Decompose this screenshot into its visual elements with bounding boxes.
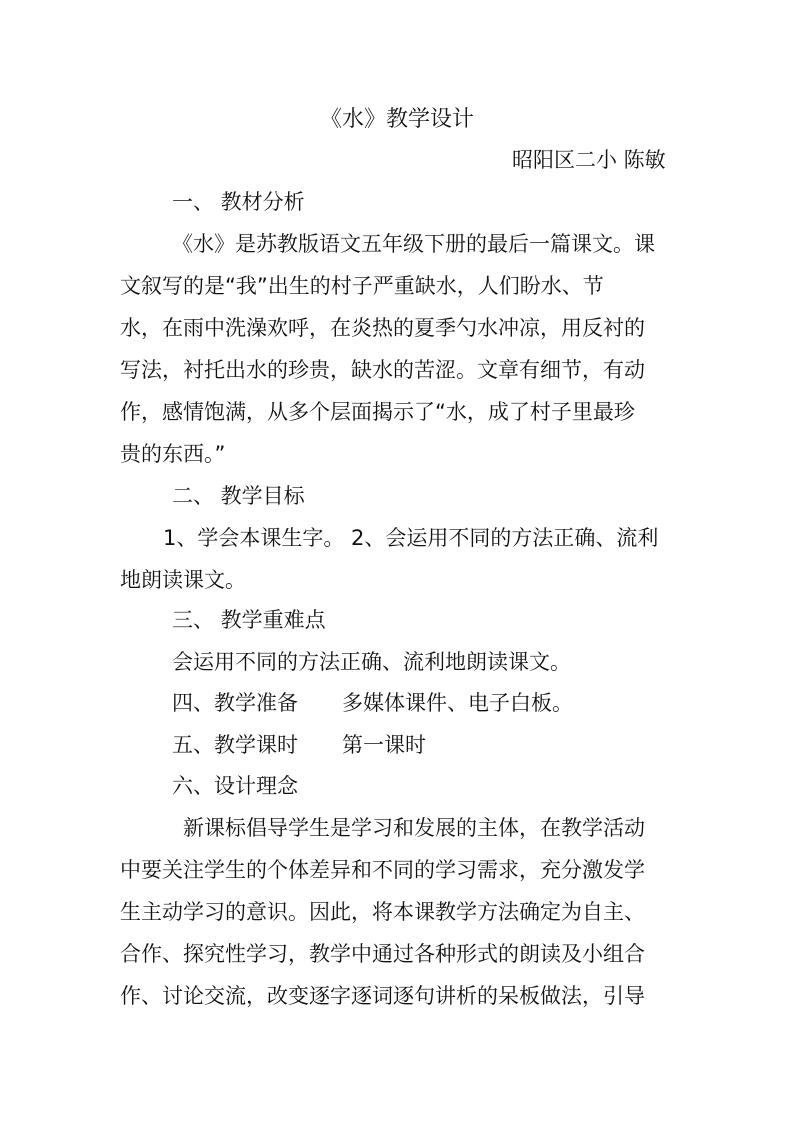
paragraph-line: 水，在雨中洗澡欢呼，在炎热的夏季勺水冲凉，用反衬的 (120, 316, 645, 340)
paragraph-line: 1、学会本课生字。 2、会运用不同的方法正确、流利 (163, 526, 659, 550)
section-heading-3: 三、 教学重难点 (172, 608, 326, 632)
section-label: 四、教学准备 (172, 691, 298, 715)
paragraph-line: 中要关注学生的个体差异和不同的学习需求，充分激发学 (120, 858, 645, 882)
paragraph-line: 写法，衬托出水的珍贵，缺水的苦涩。文章有细节，有动 (120, 358, 645, 382)
section-value: 第一课时 (342, 733, 426, 757)
document-author: 昭阳区二小 陈敏 (512, 148, 666, 172)
section-heading-2: 二、 教学目标 (172, 484, 305, 508)
paragraph-line: 《水》是苏教版语文五年级下册的最后一篇课文。课 (172, 232, 655, 256)
section-heading-4 (172, 688, 732, 718)
paragraph-line: 生主动学习的意识。因此，将本课教学方法确定为自主、 (120, 900, 645, 924)
document-title: 《水》教学设计 (319, 107, 474, 132)
section-heading-1: 一、 教材分析 (172, 190, 305, 214)
paragraph-line: 合作、探究性学习，教学中通过各种形式的朗读及小组合 (120, 942, 645, 966)
section-label: 五、教学课时 (172, 733, 298, 757)
paragraph-line: 文叙写的是“我”出生的村子严重缺水，人们盼水、节 (120, 274, 604, 298)
paragraph-line: 会运用不同的方法正确、流利地朗读课文。 (172, 650, 571, 674)
section-heading-6: 六、设计理念 (172, 774, 298, 798)
paragraph-line: 地朗读课文。 (120, 568, 246, 592)
section-heading-5 (172, 730, 732, 760)
paragraph-line: 新课标倡导学生是学习和发展的主体，在教学活动 (183, 816, 645, 840)
paragraph-line: 作、讨论交流，改变逐字逐词逐句讲析的呆板做法，引导 (120, 984, 645, 1008)
section-value: 多媒体课件、电子白板。 (342, 691, 573, 715)
paragraph-line: 作，感情饱满，从多个层面揭示了“水，成了村子里最珍 (120, 400, 635, 424)
paragraph-line: 贵的东西。” (120, 442, 226, 466)
